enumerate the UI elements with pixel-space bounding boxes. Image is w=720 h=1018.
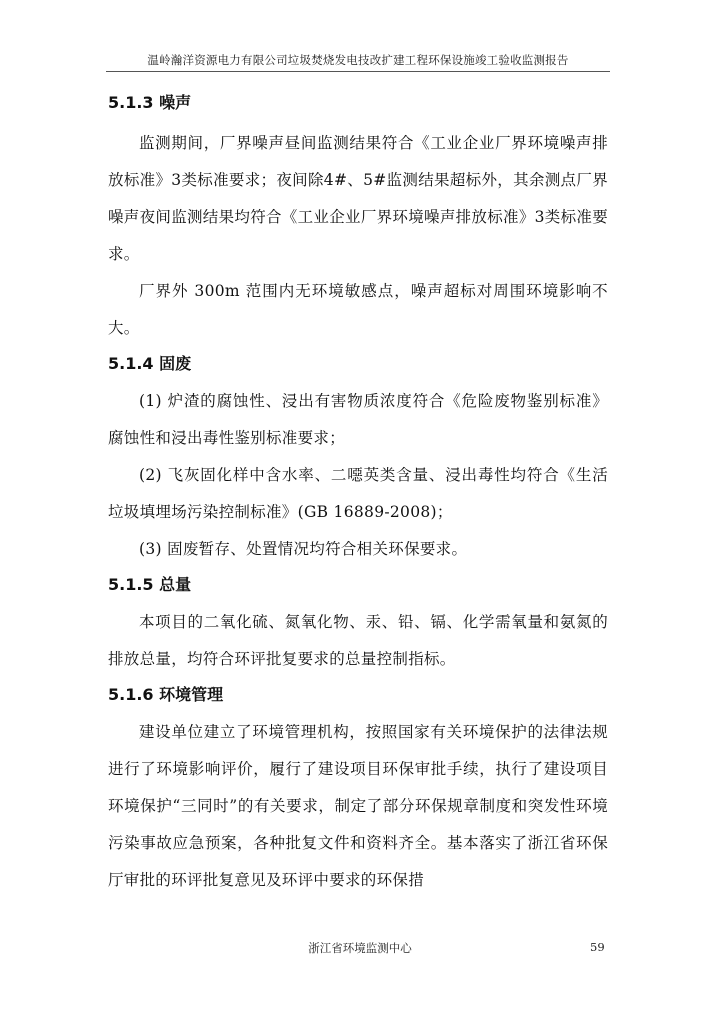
paragraph: (1) 炉渣的腐蚀性、浸出有害物质浓度符合《危险废物鉴别标准》腐蚀性和浸出毒性鉴别标准要求； xyxy=(108,392,608,447)
paragraph: (2) 飞灰固化样中含水率、二噁英类含量、浸出毒性均符合《生活垃圾填埋场污染控制标准》(GB 16889-2008)； xyxy=(108,466,608,521)
report-body xyxy=(108,90,608,899)
paragraph: 建设单位建立了环境管理机构，按照国家有关环境保护的法律法规进行了环境影响评价，履行了建设项目环保审批手续，执行了建设项目环境保护“三同时”的有关要求，制定了部分环保规章制度和突发性环境污染事故应急预案，各种批复文件和资料齐全。基本落实了浙江省环保厅审批的环评批复意见及环评中要求的环保措 xyxy=(108,723,608,889)
section-heading: 5.1.5 总量 xyxy=(108,575,192,594)
section-heading: 5.1.3 噪声 xyxy=(108,93,192,112)
section-solid-waste xyxy=(108,351,608,568)
section-environmental-management xyxy=(108,682,608,899)
section-noise xyxy=(108,90,608,347)
section-heading: 5.1.4 固废 xyxy=(108,354,192,373)
page-header: 温岭瀚洋资源电力有限公司垃圾焚烧发电技改扩建工程环保设施竣工验收监测报告 xyxy=(147,53,569,67)
page-number: 59 xyxy=(590,940,605,954)
paragraph: 厂界外 300m 范围内无环境敏感点，噪声超标对周围环境影响不大。 xyxy=(108,282,608,337)
header-rule xyxy=(106,71,610,72)
paragraph: (3) 固废暂存、处置情况均符合相关环保要求。 xyxy=(139,540,468,558)
paragraph: 本项目的二氧化硫、氮氧化物、汞、铅、镉、化学需氧量和氨氮的排放总量，均符合环评批复要求的总量控制指标。 xyxy=(108,613,608,668)
section-total-amount xyxy=(108,572,608,678)
section-heading: 5.1.6 环境管理 xyxy=(108,685,224,704)
paragraph: 监测期间，厂界噪声昼间监测结果符合《工业企业厂界环境噪声排放标准》3类标准要求；夜间除4#、5#监测结果超标外，其余测点厂界噪声夜间监测结果均符合《工业企业厂界环境噪声排放标准》3类标准要求。 xyxy=(108,134,608,263)
page-footer: 浙江省环境监测中心 xyxy=(308,941,412,955)
